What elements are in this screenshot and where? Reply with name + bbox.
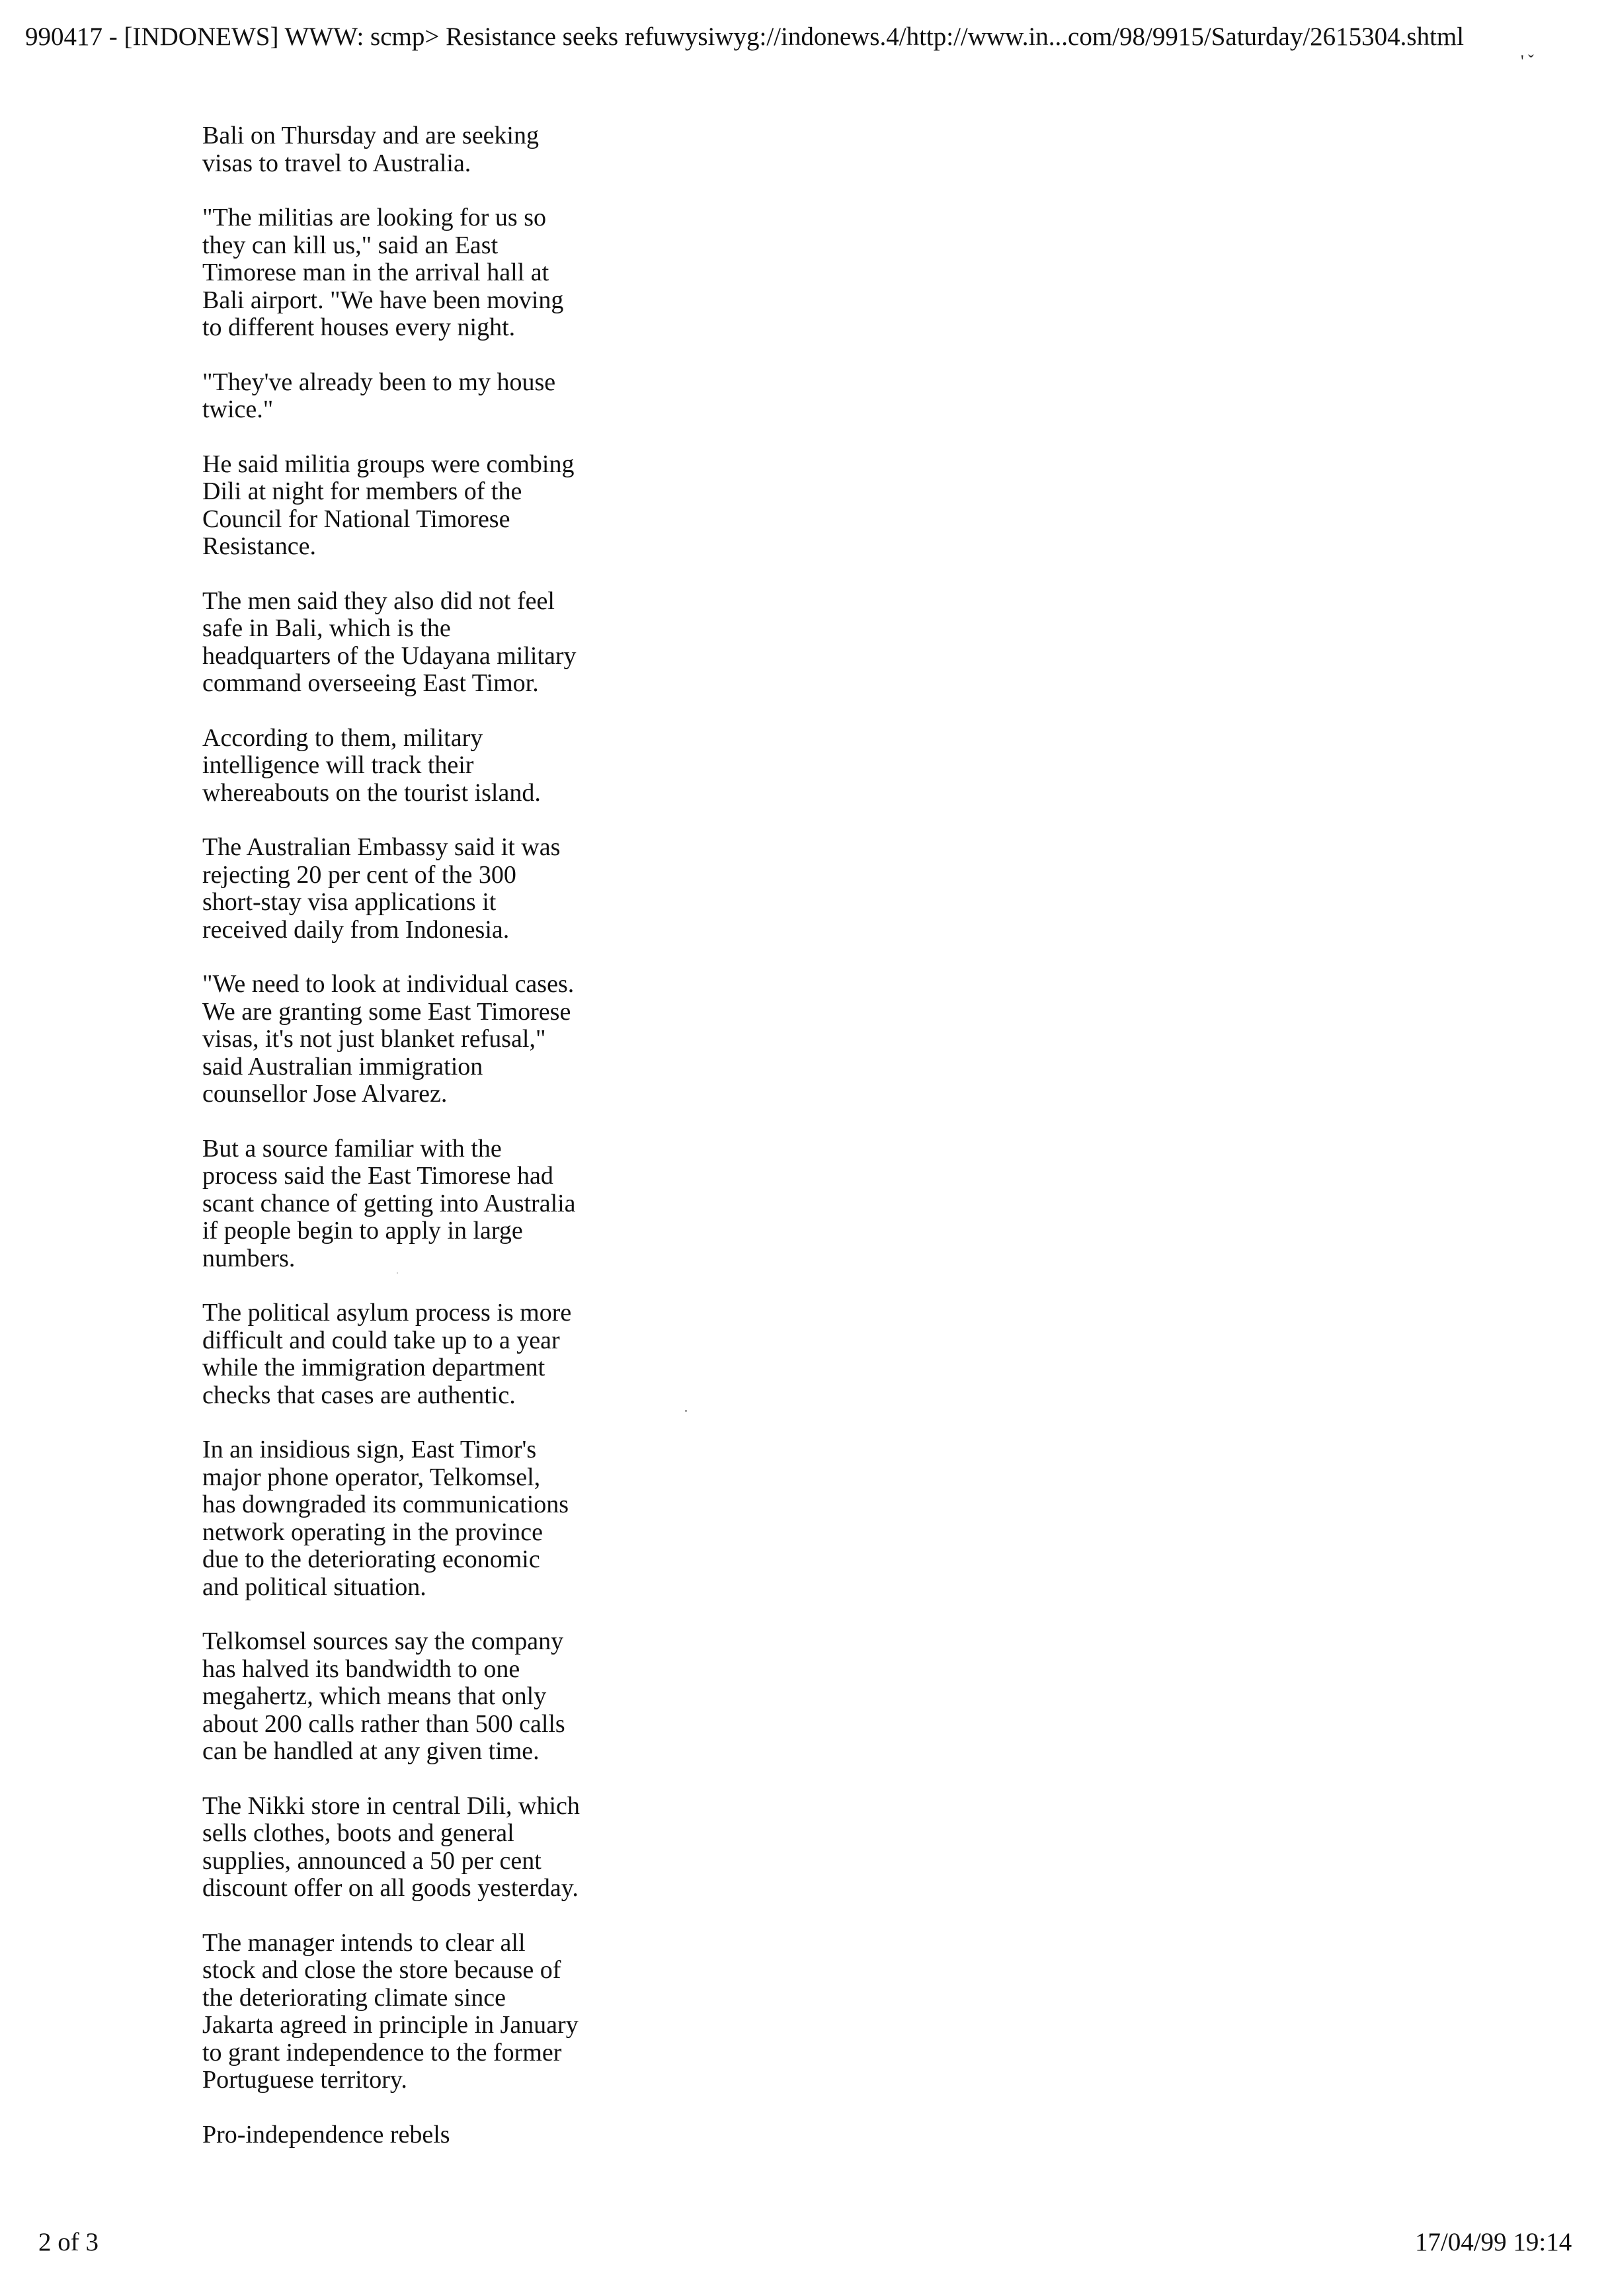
article-paragraph: "They've already been to my house twice." xyxy=(202,368,556,423)
article-paragraph: The Nikki store in central Dili, which sells clothes, boots and general supplies, announced a 50 per cent discount offer on all goods yesterday. xyxy=(202,1791,580,1902)
article-paragraph: He said militia groups were combing Dili at night for members of the Council for National Timorese Resistance. xyxy=(202,450,575,560)
article-paragraph: Telkomsel sources say the company has halved its bandwidth to one megahertz, which means that only about 200 calls rather than 500 calls can be handled at any given time. xyxy=(202,1627,565,1765)
article-paragraph: But a source familiar with the process said the East Timorese had scant chance of getting into Australia if people begin to apply in large numbers. xyxy=(202,1134,576,1272)
article-paragraph: "The militias are looking for us so they can kill us," said an East Timorese man in the arrival hall at Bali airport. "We have been moving to different houses every night. xyxy=(202,204,564,341)
print-datetime: 17/04/99 19:14 xyxy=(1415,2228,1572,2256)
article-paragraph: "We need to look at individual cases. We are granting some East Timorese visas, it's not just blanket refusal," said Australian immigration counsellor Jose Alvarez. xyxy=(202,970,575,1108)
article-body xyxy=(202,122,659,2176)
page-header-title: 990417 - [INDONEWS] WWW: scmp> Resistance seeks refuwysiwyg://indonews.4/http://www.in...com/98/9915/Saturday/2615304.shtml xyxy=(25,22,1465,51)
scan-speck xyxy=(685,1410,687,1412)
article-paragraph: The Australian Embassy said it was rejecting 20 per cent of the 300 short-stay visa applications it received daily from Indonesia. xyxy=(202,833,561,944)
article-paragraph: According to them, military intelligence will track their whereabouts on the tourist island. xyxy=(202,723,541,807)
article-paragraph: In an insidious sign, East Timor's major phone operator, Telkomsel, has downgraded its communications network operating in the province due to the deteriorating economic and political situation. xyxy=(202,1436,569,1601)
article-paragraph: The political asylum process is more difficult and could take up to a year while the immigration department checks that cases are authentic. xyxy=(202,1299,572,1409)
scan-speck xyxy=(397,1272,398,1274)
article-paragraph: The manager intends to clear all stock and close the store because of the deteriorating climate since Jakarta agreed in principle in January to grant independence to the former Portuguese territory. xyxy=(202,1928,579,2094)
article-paragraph: The men said they also did not feel safe in Bali, which is the headquarters of the Udayana military command overseeing East Timor. xyxy=(202,587,577,697)
article-paragraph: Pro-independence rebels xyxy=(202,2120,450,2149)
article-paragraph: Bali on Thursday and are seeking visas to travel to Australia. xyxy=(202,122,539,177)
header-stray-mark: ' ˇ xyxy=(1521,52,1534,71)
page-number: 2 of 3 xyxy=(38,2228,99,2256)
